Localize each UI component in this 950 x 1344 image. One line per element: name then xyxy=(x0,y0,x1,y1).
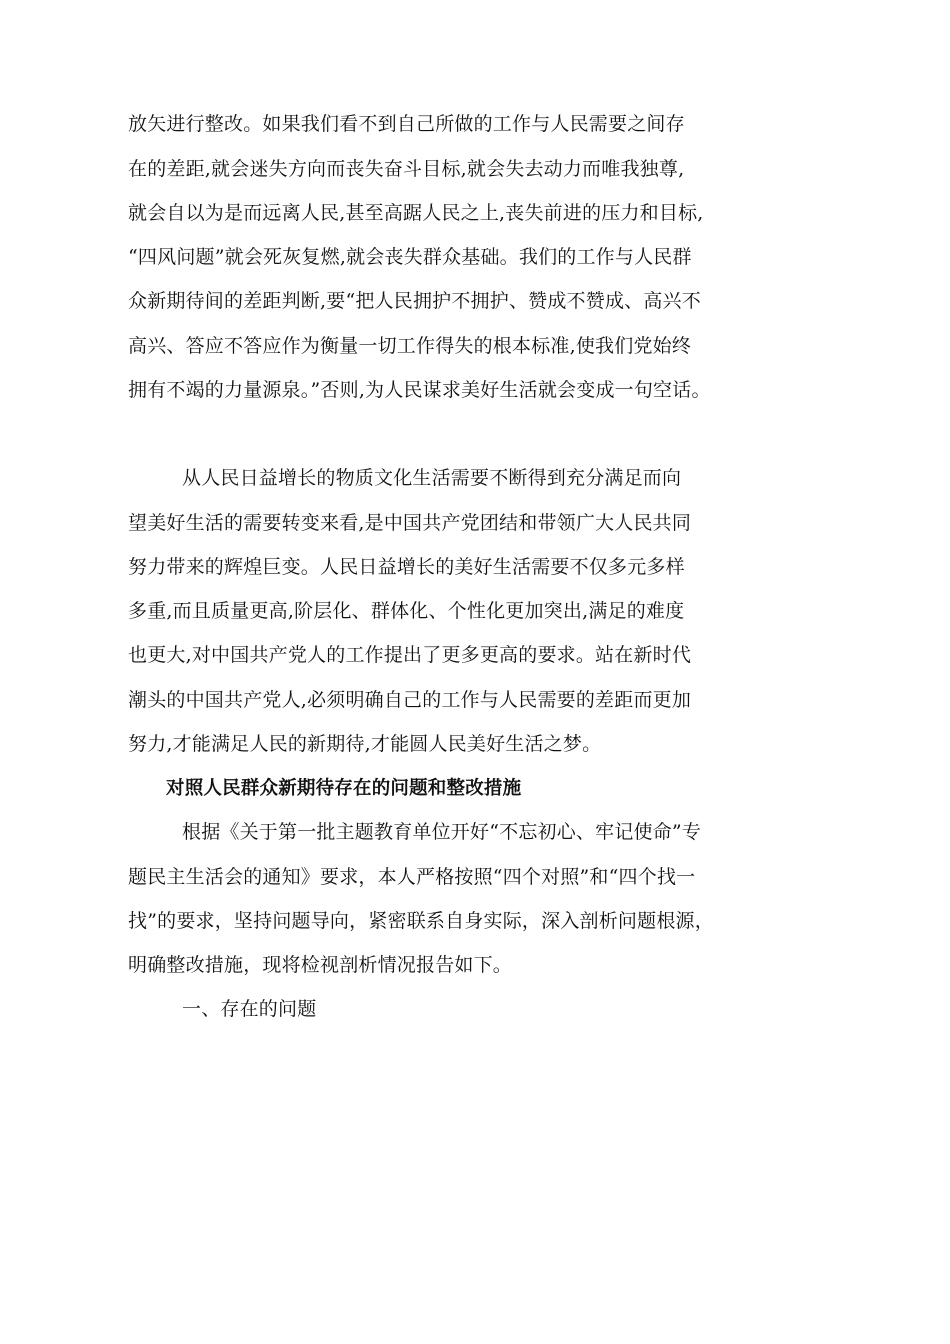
text-line: 众新期待间的差距判断,要“把人民拥护不拥护、赞成不赞成、高兴不 xyxy=(128,290,701,312)
text-line: 根据《关于第一批主题教育单位开好“不忘初心、牢记使命”专 xyxy=(182,821,702,843)
text-line: 题民主生活会的通知》要求，本人严格按照“四个对照”和“四个找一 xyxy=(128,866,696,888)
text-line: 望美好生活的需要转变来看,是中国共产党团结和带领广大人民共同 xyxy=(128,512,692,534)
text-line: 就会自以为是而远离人民,甚至高踞人民之上,丧失前进的压力和目标, xyxy=(128,202,704,224)
text-line: 明确整改措施，现将检视剖析情况报告如下。 xyxy=(128,954,513,976)
section-heading: 对照人民群众新期待存在的问题和整改措施 xyxy=(166,778,522,799)
text-line: 高兴、答应不答应作为衡量一切工作得失的根本标准,使我们党始终 xyxy=(128,335,692,357)
text-line: 从人民日益增长的物质文化生活需要不断得到充分满足而向 xyxy=(182,467,682,489)
text-line: 在的差距,就会迷失方向而丧失奋斗目标,就会失去动力而唯我独尊, xyxy=(128,158,685,180)
text-line: 也更大,对中国共产党人的工作提出了更多更高的要求。站在新时代 xyxy=(128,644,692,666)
text-line: 多重,而且质量更高,阶层化、群体化、个性化更加突出,满足的难度 xyxy=(128,600,685,622)
text-line: 潮头的中国共产党人,必须明确自己的工作与人民需要的差距而更加 xyxy=(128,689,692,711)
text-line: 拥有不竭的力量源泉。”否则,为人民谋求美好生活就会变成一句空话。 xyxy=(128,379,711,401)
text-line: 努力,才能满足人民的新期待,才能圆人民美好生活之梦。 xyxy=(128,733,602,755)
text-line: 努力带来的辉煌巨变。人民日益增长的美好生活需要不仅多元多样 xyxy=(128,556,685,578)
text-line: 放矢进行整改。如果我们看不到自己所做的工作与人民需要之间存 xyxy=(128,113,685,135)
text-line: “四风问题”就会死灰复燃,就会丧失群众基础。我们的工作与人民群 xyxy=(128,246,692,268)
text-line: 找”的要求，坚持问题导向，紧密联系自身实际，深入剖析问题根源， xyxy=(128,910,714,932)
subsection-title: 一、存在的问题 xyxy=(182,998,317,1020)
